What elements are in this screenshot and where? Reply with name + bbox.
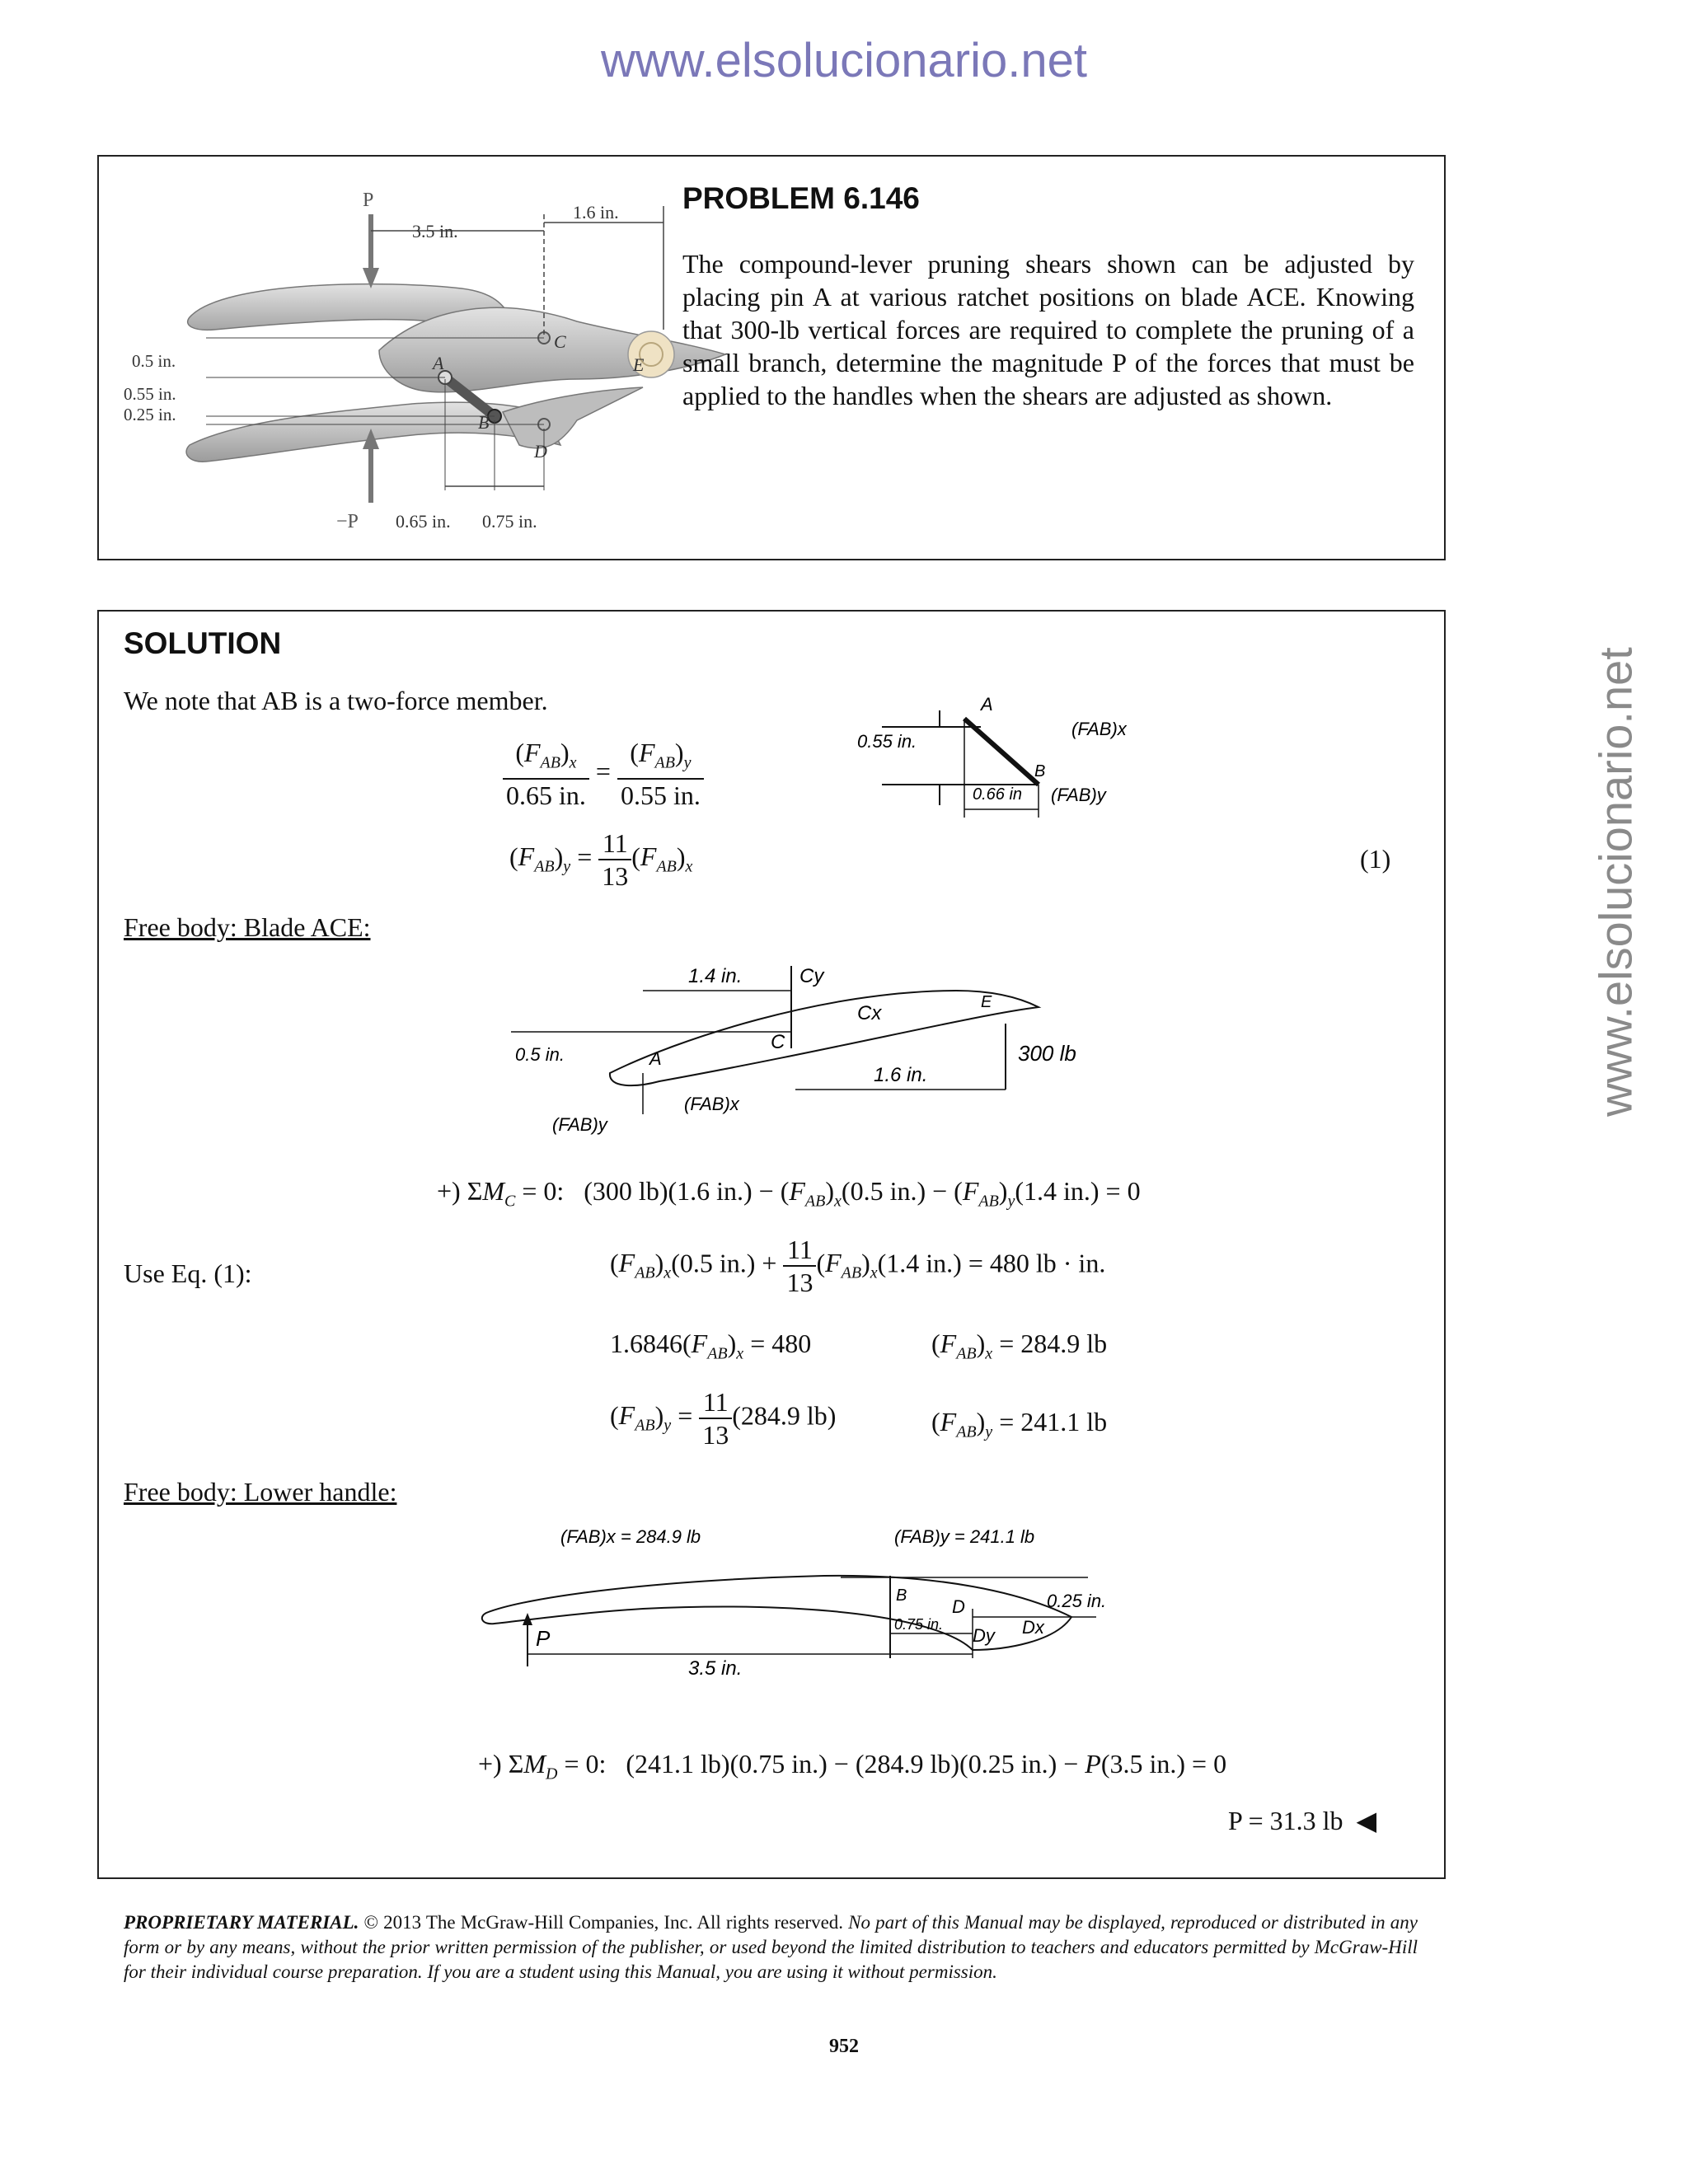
sketch3-B: B [896,1586,907,1605]
eq-1: $(F_{AB})_y$ = $\frac{11}{13}$ $(F_{AB})_x$ [509,828,693,891]
label-A: A [433,353,444,373]
dim-0-65: 0.65 in. [396,511,451,532]
sketch2-fy: (FAB)y [552,1114,607,1135]
shears-figure [115,173,758,544]
sketch2-d16: 1.6 in. [874,1064,928,1086]
sketch2-fx: (FAB)x [684,1094,739,1114]
eq-fy: $(F_{AB})_y$ = $\frac{11}{13}$ (284.9 lb) [610,1387,837,1450]
sketch2-300lb: 300 lb [1018,1041,1076,1066]
footer-notice: No part of this Manual may be displayed, reproduced or distributed in any form or by any means, without the prior written permission of the publisher, or used beyond the limited distribution to teachers and educators permitted by McGraw-Hill for their individual course preparation. If you are a student using this Manual, you are using it without permission. [124,1912,1418,1982]
footer [124,1910,1418,1985]
fb-blade-label: Free body: Blade ACE: [124,912,371,942]
sketch1-d055: 0.55 in. [857,731,917,752]
two-force-note: We note that AB is a two-force member. [124,686,548,715]
eq-number: (1) [1360,844,1391,874]
dim-0-75: 0.75 in. [482,511,537,532]
sketch2-C: C [771,1031,785,1053]
sketch-link-ab [857,694,1236,826]
watermark-side: www.elsolucionario.net [1589,647,1642,1117]
sketch-lower-handle [478,1518,1203,1691]
sketch2-E: E [981,993,992,1011]
eq-sub: $(F_{AB})_x(0.5$ in.) + $\frac{11}{13}$ $(F_{AB})_x(1.4$ in.) = 480 lb · in. [610,1235,1106,1297]
sketch3-Dy: Dy [973,1625,995,1646]
dim-1-6: 1.6 in. [573,202,619,223]
sketch3-D: D [952,1596,965,1617]
dim-3-5: 3.5 in. [412,221,458,241]
label-minus-P: −P [336,511,359,532]
sketch1-fy: (FAB)y [1051,785,1106,805]
sketch-blade-ace [511,958,1137,1147]
eq-moment-d: +) $\Sigma M_D = 0$: (241.1 lb)(0.75 in.) − (284.9 lb)(0.25 in.) − P(3.5 in.) = 0 [478,1749,1227,1783]
sketch1-fx: (FAB)x [1071,719,1127,739]
eq-fx: $1.6846(F_{AB})_x = 480$ [610,1329,812,1363]
sketch3-d075: 0.75 in. [894,1616,944,1633]
sketch2-d14: 1.4 in. [688,965,743,987]
label-B: B [478,412,490,433]
dim-0-55: 0.55 in. [124,384,176,404]
dim-0-25: 0.25 in. [124,405,176,424]
label-D: D [534,441,547,462]
dim-0-5: 0.5 in. [132,351,176,371]
sketch1-d066: 0.66 in [973,785,1023,804]
answer-text: P = 31.3 lb [1228,1806,1343,1835]
sketch3-fx: (FAB)x = 284.9 lb [560,1526,701,1547]
sketch3-fy: (FAB)y = 241.1 lb [894,1526,1035,1547]
sketch3-d35: 3.5 in. [688,1657,743,1680]
sketch3-P: P [536,1626,551,1651]
use-eq-label: Use Eq. (1): [124,1258,252,1288]
footer-lead: PROPRIETARY MATERIAL. [124,1912,359,1933]
problem-title: PROBLEM 6.146 [682,181,920,215]
label-E: E [633,354,645,375]
watermark-top: www.elsolucionario.net [601,34,1087,87]
fb-handle-label: Free body: Lower handle: [124,1477,397,1507]
footer-copyright: © 2013 The McGraw-Hill Companies, Inc. All rights reserved. [359,1912,849,1933]
problem-box [97,155,1446,560]
sketch1-B: B [1034,762,1046,780]
eq-fy-result: $(F_{AB})_y = 241.1$ lb [931,1407,1108,1441]
sketch2-Cy: Cy [799,965,824,987]
solution-title: SOLUTION [124,626,282,660]
label-P: P [363,190,374,211]
eq-fx-result: $(F_{AB})_x = 284.9$ lb [931,1329,1108,1363]
eq-ratio: $\frac{(F_{AB})_x}{0.65 in.}$ = $\frac{(F_{AB})_y}{0.55 in.}$ [503,737,704,811]
label-C: C [554,331,566,352]
sketch2-A: A [649,1048,662,1069]
page-number: 952 [829,2036,859,2057]
sketch1-A: A [981,694,993,715]
sketch2-Cx: Cx [857,1002,882,1024]
sketch2-d05: 0.5 in. [515,1044,565,1065]
sketch3-d025: 0.25 in. [1047,1591,1107,1611]
problem-text: The compound-lever pruning shears shown can be adjusted by placing pin A at various ratchet positions on blade ACE. Knowing that 300-lb vertical forces are required to complete the pruning of a small branch, determine the magnitude P of the forces that must be applied to the handles when the shears are adjusted as shown. [682,249,1414,410]
sketch3-Dx: Dx [1022,1617,1044,1638]
solution-box [97,610,1446,1879]
answer: P = 31.3 lb ◀ [1228,1806,1377,1835]
eq-moment-c: +) $\Sigma M_C = 0$: (300 lb)(1.6 $in.) - (F_{AB})_x(0.5$ $in.) - (F_{AB})_y(1.4$ in.) = 0 [437,1176,1141,1211]
